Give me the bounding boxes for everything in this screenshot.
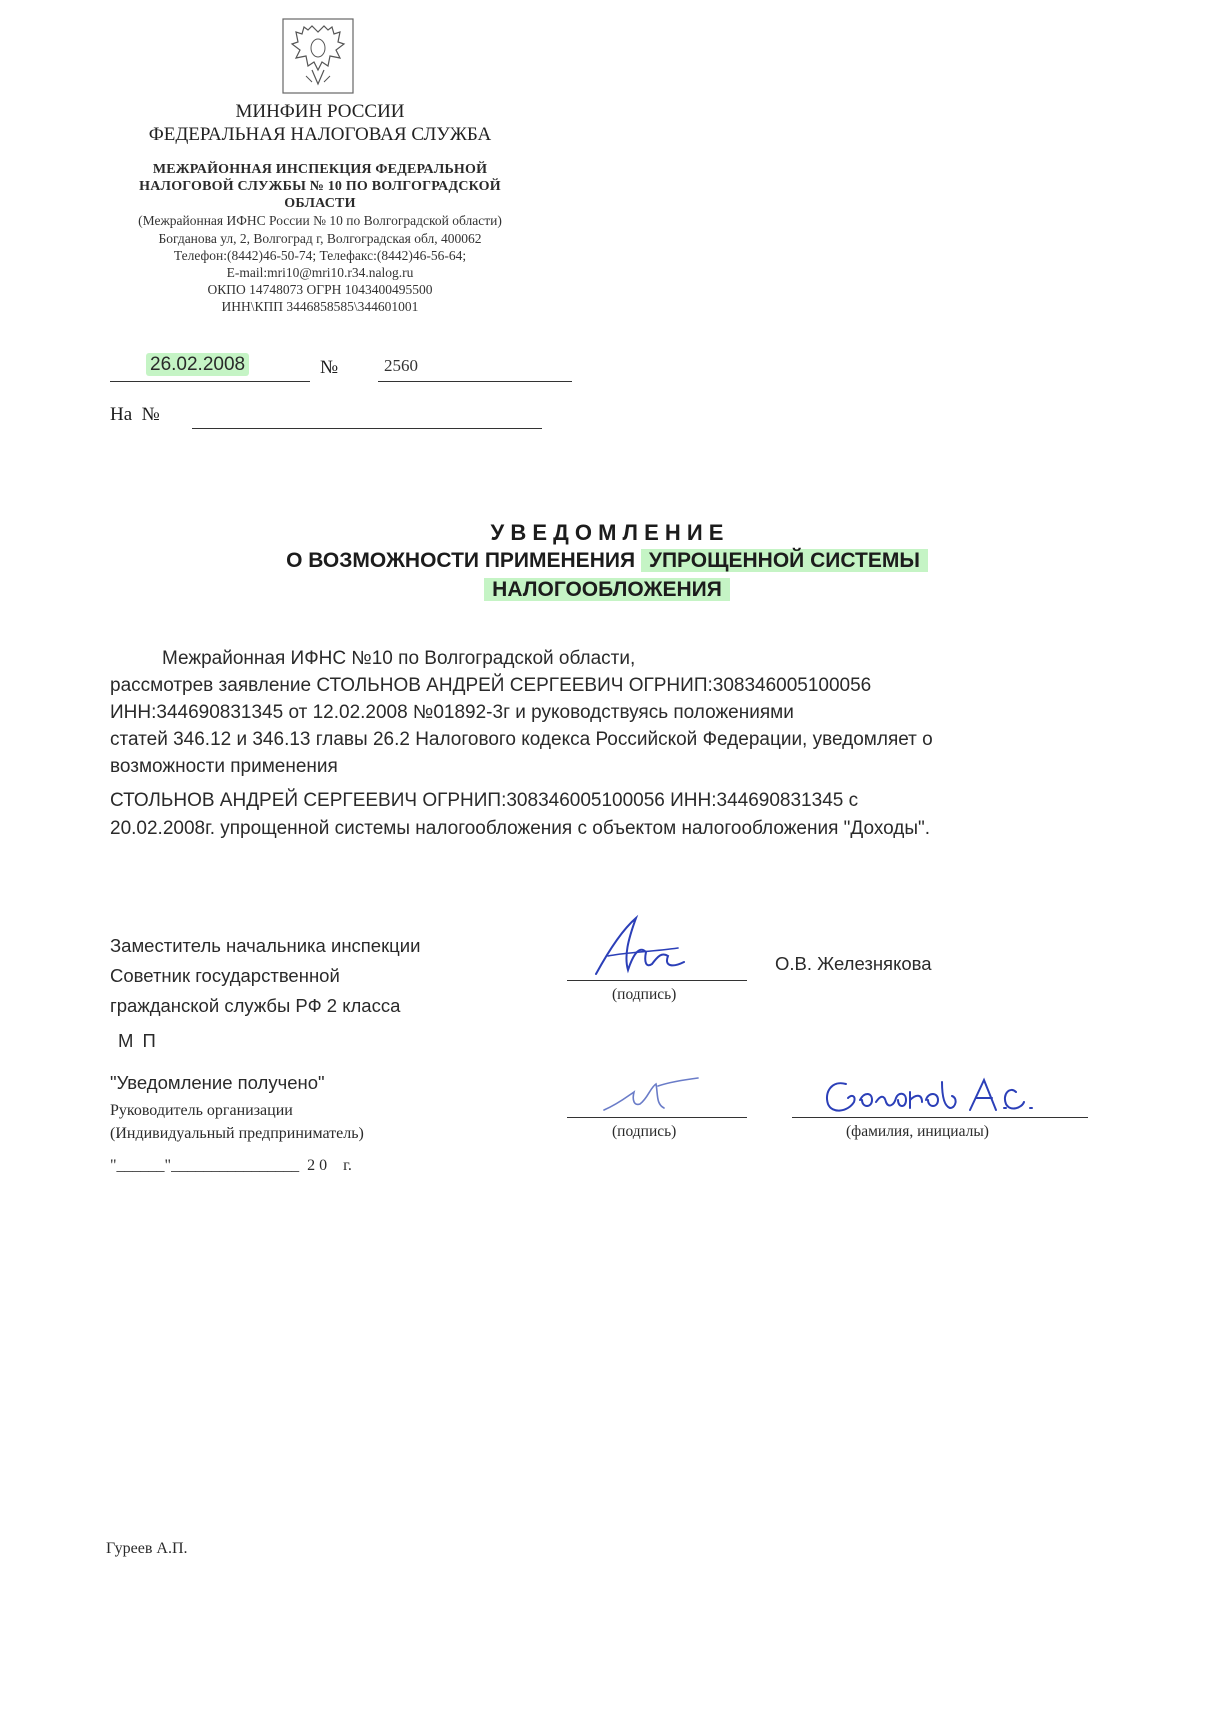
- executor-name: Гуреев А.П.: [106, 1540, 188, 1557]
- recipient-name-caption: (фамилия, инициалы): [846, 1123, 989, 1140]
- recipient-signature-line: [567, 1117, 747, 1118]
- inspection-inn-kpp: ИНН\КПП 3446858585\344601001: [221, 299, 419, 314]
- inspection-short-name: (Межрайонная ИФНС России № 10 по Волгоградской области): [138, 213, 502, 228]
- subtitle-part-1: О ВОЗМОЖНОСТИ ПРИМЕНЕНИЯ: [286, 549, 641, 572]
- recipient-name-line: [792, 1117, 1088, 1118]
- recipient-handwritten-signature: [598, 1074, 718, 1123]
- document-subtitle-line-2: [0, 578, 1214, 602]
- official-signature-line: [567, 980, 747, 981]
- service-name: ФЕДЕРАЛЬНАЯ НАЛОГОВАЯ СЛУЖБА: [148, 124, 492, 145]
- receipt-date-template: "______"________________ 2 0 г.: [110, 1157, 352, 1174]
- body-line-7: 20.02.2008г. упрощенной системы налогообложения с объектом налогообложения "Доходы".: [110, 818, 931, 839]
- body-line-1: Межрайонная ИФНС №10 по Волгоградской области,: [162, 648, 636, 669]
- inspection-okpo-ogrn: ОКПО 14748073 ОГРН 1043400495500: [207, 282, 433, 297]
- receipt-received-label: "Уведомление получено": [110, 1072, 325, 1093]
- body-line-2: рассмотрев заявление СТОЛЬНОВ АНДРЕЙ СЕРГЕЕВИЧ ОГРНИП:308346005100056: [110, 675, 872, 696]
- body-line-3: ИНН:344690831345 от 12.02.2008 №01892-3г и руководствуясь положениями: [110, 702, 794, 723]
- official-handwritten-signature: [588, 912, 698, 987]
- receipt-head-label: Руководитель организации: [110, 1102, 293, 1119]
- recipient-handwritten-name: [818, 1072, 1068, 1127]
- double-headed-eagle-icon: [282, 18, 354, 94]
- recipient-signature-caption: (подпись): [612, 1123, 677, 1140]
- document-number: 2560: [384, 356, 418, 375]
- inspection-name-line-1: МЕЖРАЙОННАЯ ИНСПЕКЦИЯ ФЕДЕРАЛЬНОЙ: [152, 162, 488, 177]
- inspection-name-line-2: НАЛОГОВОЙ СЛУЖБЫ № 10 ПО ВОЛГОГРАДСКОЙ: [139, 179, 501, 194]
- number-underline: [378, 381, 572, 382]
- body-line-5: возможности применения: [110, 756, 338, 777]
- coat-of-arms-emblem: [282, 18, 354, 94]
- document-title: У В Е Д О М Л Е Н И Е: [490, 520, 724, 545]
- inspection-email: E-mail:mri10@mri10.r34.nalog.ru: [226, 265, 414, 280]
- signer-position-line-1: Заместитель начальника инспекции: [110, 935, 421, 956]
- inspection-address: Богданова ул, 2, Волгоград г, Волгоградская обл, 400062: [158, 231, 482, 246]
- official-signature-caption: (подпись): [612, 986, 677, 1003]
- body-line-4: статей 346.12 и 346.13 главы 26.2 Налогового кодекса Российской Федерации, уведомляет о: [110, 729, 933, 750]
- document-date: 26.02.2008: [146, 354, 249, 376]
- receipt-entrepreneur-label: (Индивидуальный предприниматель): [110, 1125, 364, 1142]
- body-line-6: СТОЛЬНОВ АНДРЕЙ СЕРГЕЕВИЧ ОГРНИП:308346005100056 ИНН:344690831345 с: [110, 790, 859, 811]
- stamp-place: М П: [118, 1030, 158, 1051]
- reply-to-label: На №: [110, 404, 160, 425]
- document-subtitle-line-1: [0, 549, 1214, 573]
- inspection-name-line-3: ОБЛАСТИ: [284, 196, 356, 211]
- signer-name: О.В. Железнякова: [775, 953, 932, 974]
- signer-position-line-2: Советник государственной: [110, 965, 340, 986]
- inspection-phone: Телефон:(8442)46-50-74; Телефакс:(8442)46-56-64;: [173, 248, 467, 263]
- signer-position-line-3: гражданской службы РФ 2 класса: [110, 995, 401, 1016]
- reply-underline: [192, 428, 542, 429]
- subtitle-line-2-highlighted: НАЛОГООБЛОЖЕНИЯ: [484, 578, 730, 601]
- number-label: №: [320, 357, 339, 378]
- ministry-name: МИНФИН РОССИИ: [235, 101, 405, 122]
- subtitle-part-2-highlighted: УПРОЩЕННОЙ СИСТЕМЫ: [641, 549, 928, 572]
- date-underline: [110, 381, 310, 382]
